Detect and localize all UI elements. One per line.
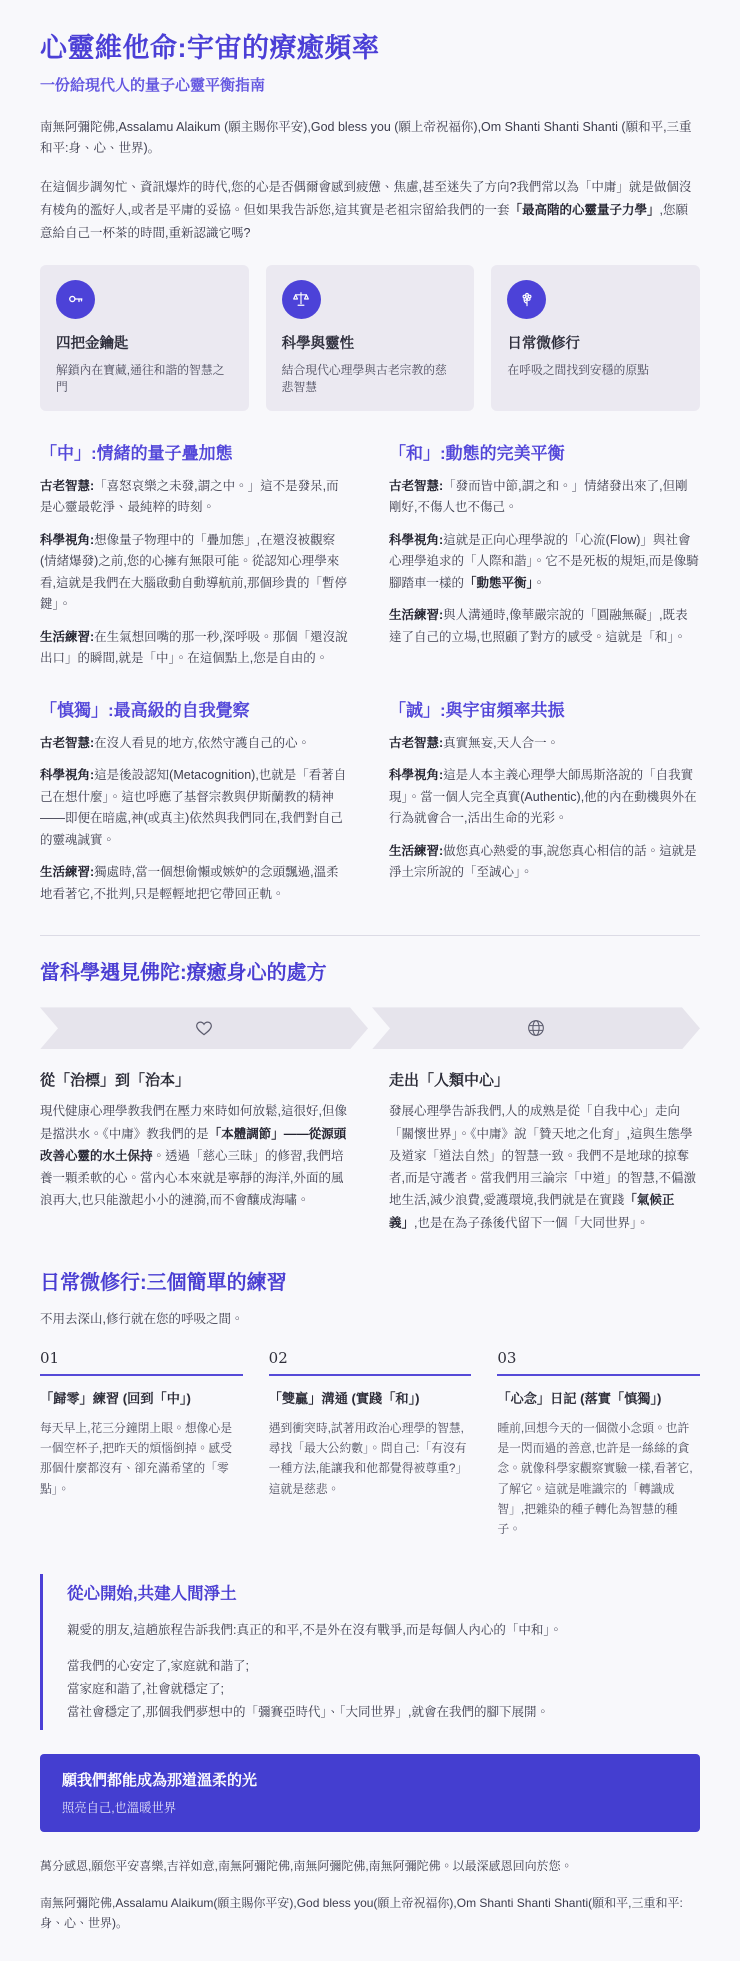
closing-section bbox=[40, 1574, 700, 1731]
arrow-ribbons bbox=[40, 1007, 700, 1049]
feature-card-science-spirit bbox=[266, 265, 475, 411]
page-footer bbox=[40, 1856, 700, 1933]
concept-wisdom: 古老智慧:「發而皆中節,謂之和。」情緒發出來了,但剛剛好,不傷人也不傷己。 bbox=[389, 478, 688, 515]
practice-item-title: 「心念」日記 (落實「慎獨」) bbox=[497, 1390, 662, 1406]
prescription-title: 當科學遇見佛陀:療癒身心的處方 bbox=[40, 962, 327, 985]
practice-number: 01 bbox=[40, 1348, 60, 1367]
page-header bbox=[40, 26, 700, 245]
card-desc: 結合現代心理學與古老宗教的慈悲智慧 bbox=[281, 362, 447, 394]
concept-he bbox=[389, 439, 700, 670]
track-body: 發展心理學告訴我們,人的成熟是從「自我中心」走向「關懷世界」。《中庸》說「贊天地之化育」,這與生態學及道家「道法自然」的智慧一致。我們不是地球的掠奪者,而是守護者。當我們用三論宗「中道」的智慧,不偏激地生活,減少浪費,愛護環境,我們就是在實踐「氣候正義」,也是在為子孫後代留下一個「大同世界」。 bbox=[389, 1104, 696, 1230]
footer-gratitude: 萬分感恩,願您平安喜樂,吉祥如意,南無阿彌陀佛,南無阿彌陀佛,南無阿彌陀佛。以最深感恩回向於您。 bbox=[40, 1859, 573, 1874]
practice-item-3 bbox=[497, 1349, 700, 1540]
practice-item-body: 遇到衝突時,試著用政治心理學的智慧,尋找「最大公約數」。問自己:「有沒有一種方法,能讓我和他都覺得被尊重?」這就是慈悲。 bbox=[268, 1420, 468, 1496]
concept-science: 科學視角:這就是正向心理學說的「心流(Flow)」與社會心理學追求的「人際和諧」。它不是死板的規矩,而是像騎腳踏車一樣的「動態平衡」。 bbox=[389, 532, 699, 590]
prescription-section bbox=[40, 935, 700, 1234]
globe-arrow bbox=[372, 1007, 700, 1049]
concept-science: 科學視角:這是後設認知(Metacognition),也就是「看著自己在想什麼」。這也呼應了基督宗教與伊斯蘭教的精神——即便在暗處,神(或真主)依然與我們同在,我們對自己的靈魂誠實。 bbox=[40, 768, 347, 847]
globe-icon bbox=[525, 1017, 547, 1039]
page-title: 心靈維他命:宇宙的療癒頻率 bbox=[40, 33, 380, 63]
scales-icon bbox=[282, 280, 321, 319]
card-desc: 解鎖內在寶藏,通往和諧的智慧之門 bbox=[56, 362, 225, 394]
track-heading: 走出「人類中心」 bbox=[389, 1072, 510, 1090]
practice-grid bbox=[40, 1349, 700, 1540]
track-beyond-human-center bbox=[389, 1069, 700, 1234]
practice-title: 日常微修行:三個簡單的練習 bbox=[40, 1271, 287, 1294]
concept-wisdom: 古老智慧:在沒人看見的地方,依然守護自己的心。 bbox=[40, 735, 311, 750]
closing-title: 從心開始,共建人間淨土 bbox=[67, 1584, 237, 1603]
track-root-cause bbox=[40, 1069, 351, 1234]
track-body: 現代健康心理學教我們在壓力來時如何放鬆,這很好,但像是擋洪水。《中庸》教我們的是「本體調節」——從源頭改善心靈的水土保持。透過「慈心三昧」的修習,我們培養一顆柔軟的心。當內心本來就是寧靜的海洋,外面的風浪再大,也只能激起小小的漣漪,而不會釀成海嘯。 bbox=[40, 1104, 347, 1208]
closing-line: 當社會穩定了,那個我們夢想中的「彌賽亞時代」、「大同世界」,就會在我們的腳下展開。 bbox=[67, 1705, 549, 1720]
concept-cheng bbox=[389, 696, 700, 906]
number-rule bbox=[269, 1374, 472, 1376]
concept-science: 科學視角:想像量子物理中的「疊加態」,在還沒被觀察(情緒爆發)之前,您的心擁有無限可能。從認知心理學來看,這就是我們在大腦啟動自動導航前,那個珍貴的「暫停鍵」。 bbox=[40, 532, 347, 612]
concept-practice: 生活練習:在生氣想回嘴的那一秒,深呼吸。那個「還沒說出口」的瞬間,就是「中」。在這個點上,您是自由的。 bbox=[40, 629, 348, 666]
card-title: 四把金鑰匙 bbox=[56, 335, 129, 352]
card-title: 科學與靈性 bbox=[281, 335, 355, 352]
footer-blessing: 南無阿彌陀佛,Assalamu Alaikum(願主賜你平安),God bless you(願上帝祝福你),Om Shanti Shanti Shanti(願和平,三重和平:身、心、世界)。 bbox=[40, 1895, 683, 1930]
number-rule bbox=[40, 1374, 243, 1376]
feature-card-daily-practice bbox=[491, 265, 700, 411]
feature-cards bbox=[40, 265, 700, 411]
key-icon bbox=[56, 280, 95, 319]
card-title: 日常微修行 bbox=[507, 335, 580, 352]
concept-wisdom: 古老智慧:「喜怒哀樂之未發,謂之中。」這不是發呆,而是心靈最乾淨、最純粹的時刻。 bbox=[40, 478, 339, 515]
closing-lead: 親愛的朋友,這趟旅程告訴我們:真正的和平,不是外在沒有戰爭,而是每個人內心的「中和」。 bbox=[67, 1622, 563, 1637]
closing-line: 當家庭和諧了,社會就穩定了; bbox=[67, 1681, 224, 1696]
concept-science: 科學視角:這是人本主義心理學大師馬斯洛說的「自我實現」。當一個人完全真實(Authentic),他的內在動機與外在行為就會合一,活出生命的光彩。 bbox=[389, 768, 697, 826]
concept-wisdom: 古老智慧:真實無妄,天人合一。 bbox=[389, 735, 560, 750]
concept-title: 「誠」:與宇宙頻率共振 bbox=[389, 700, 565, 720]
banner-subtitle: 照亮自己,也溫暖世界 bbox=[62, 1801, 177, 1816]
banner-title: 願我們都能成為那道溫柔的光 bbox=[62, 1772, 258, 1790]
concept-shendu bbox=[40, 696, 351, 906]
practice-item-title: 「歸零」練習 (回到「中」) bbox=[40, 1390, 191, 1406]
heart-arrow bbox=[40, 1007, 368, 1049]
flower-icon bbox=[507, 280, 546, 319]
practice-number: 03 bbox=[497, 1348, 517, 1367]
practice-item-2 bbox=[269, 1349, 472, 1540]
page-subtitle: 一份給現代人的量子心靈平衡指南 bbox=[40, 77, 266, 94]
prescription-tracks bbox=[40, 1069, 700, 1234]
heart-icon bbox=[193, 1017, 215, 1039]
practice-item-body: 睡前,回想今天的一個微小念頭。也許是一閃而過的善意,也許是一絲絲的貪念。就像科學家觀察實驗一樣,看著它,了解它。這就是唯識宗的「轉識成智」,把雜染的種子轉化為智慧的種子。 bbox=[497, 1420, 693, 1537]
practice-item-title: 「雙贏」溝通 (實踐「和」) bbox=[268, 1390, 420, 1406]
closing-line: 當我們的心安定了,家庭就和諧了; bbox=[67, 1658, 249, 1673]
feature-card-keys bbox=[40, 265, 249, 411]
practice-intro: 不用去深山,修行就在您的呼吸之間。 bbox=[40, 1311, 244, 1326]
concept-practice: 生活練習:做您真心熱愛的事,說您真心相信的話。這就是淨土宗所說的「至誠心」。 bbox=[389, 843, 697, 880]
practice-number: 02 bbox=[268, 1348, 288, 1367]
track-heading: 從「治標」到「治本」 bbox=[40, 1072, 191, 1090]
concept-zhong bbox=[40, 439, 351, 670]
card-desc: 在呼吸之間找到安穩的原點 bbox=[507, 362, 649, 377]
closing-lines bbox=[67, 1655, 700, 1724]
number-rule bbox=[497, 1374, 700, 1376]
intro-text: 在這個步調匆忙、資訊爆炸的時代,您的心是否偶爾會感到疲憊、焦慮,甚至迷失了方向?我們常以為「中庸」就是做個沒有棱角的濫好人,或者是平庸的妥協。但如果我告訴您,這其實是老祖宗留給我們的一套「最高階的心靈量子力學」,您願意給自己一杯茶的時間,重新認識它嗎? bbox=[40, 179, 692, 240]
concept-title: 「慎獨」:最高級的自我覺察 bbox=[40, 700, 250, 720]
practice-item-body: 每天早上,花三分鐘閉上眼。想像心是一個空杯子,把昨天的煩惱倒掉。感受那個什麼都沒有、卻充滿希望的「零點」。 bbox=[40, 1420, 233, 1496]
concept-title: 「和」:動態的完美平衡 bbox=[389, 443, 565, 463]
practice-section bbox=[40, 1266, 700, 1540]
concept-grid bbox=[40, 439, 700, 906]
greeting-text: 南無阿彌陀佛,Assalamu Alaikum (願主賜你平安),God bless you (願上帝祝福你),Om Shanti Shanti Shanti (願和平,三重和平:身、心、世界)。 bbox=[40, 120, 692, 156]
practice-item-1 bbox=[40, 1349, 243, 1540]
concept-title: 「中」:情緒的量子疊加態 bbox=[40, 443, 233, 463]
concept-practice: 生活練習:獨處時,當一個想偷懶或嫉妒的念頭飄過,溫柔地看著它,不批判,只是輕輕地把它帶回正軌。 bbox=[40, 865, 339, 901]
concept-practice: 生活練習:與人溝通時,像華嚴宗說的「圓融無礙」,既表達了自己的立場,也照顧了對方的感受。這就是「和」。 bbox=[389, 608, 688, 644]
blessing-banner bbox=[40, 1754, 700, 1832]
